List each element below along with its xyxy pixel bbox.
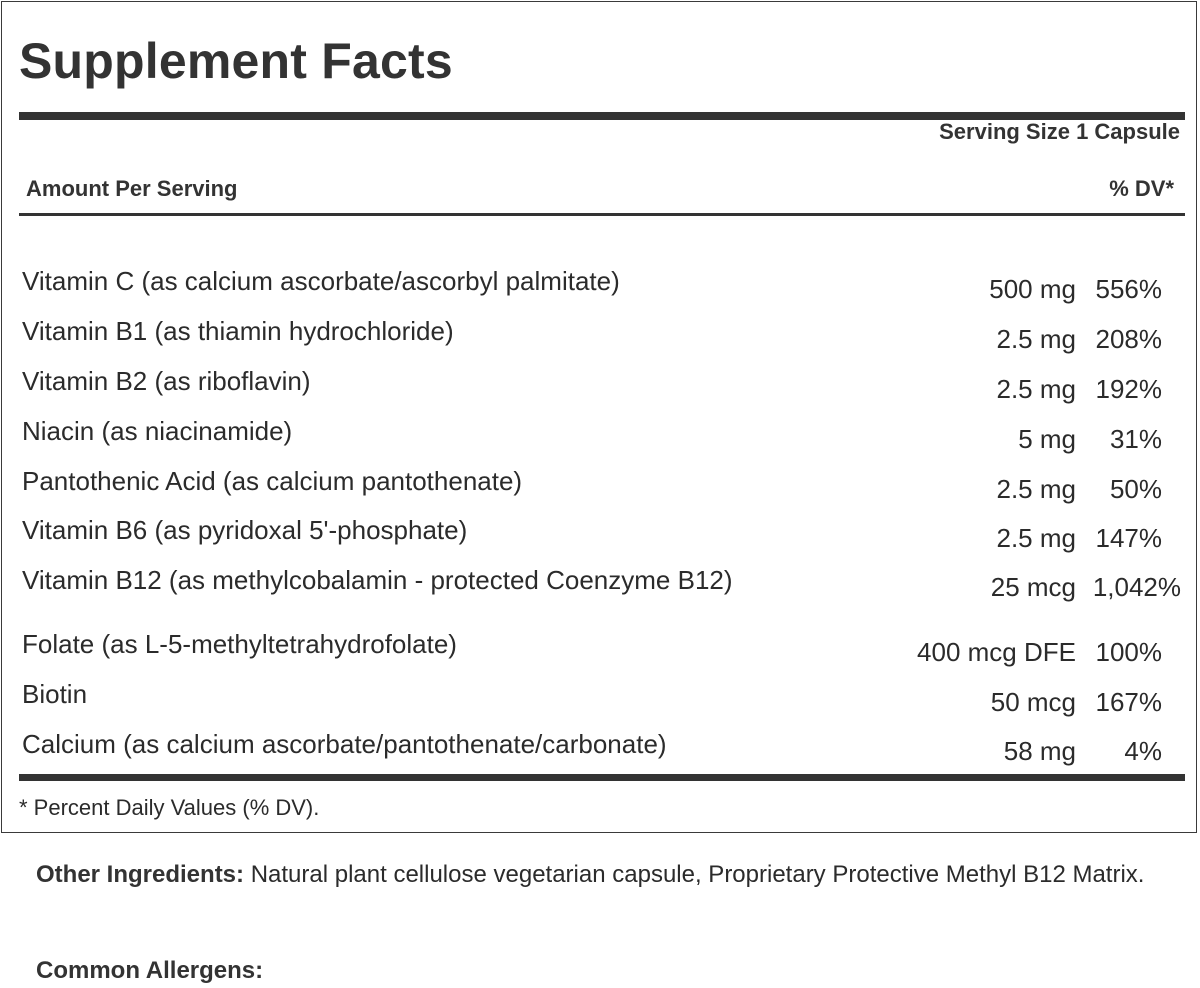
footnote: * Percent Daily Values (% DV).	[19, 795, 320, 820]
bottom-divider	[19, 774, 1185, 781]
serving-size: Serving Size 1 Capsule	[939, 119, 1180, 144]
nutrient-daily-value: 556%	[1095, 274, 1162, 304]
nutrient-amount: 2.5 mg	[996, 374, 1076, 404]
nutrient-name: Vitamin C (as calcium ascorbate/ascorbyl palmitate)	[22, 266, 620, 296]
nutrient-name: Niacin (as niacinamide)	[22, 416, 293, 446]
other-ingredients	[36, 856, 1176, 894]
nutrient-name: Vitamin B1 (as thiamin hydrochloride)	[22, 316, 454, 346]
common-allergens-label: Common Allergens:	[36, 957, 264, 984]
amount-per-serving-header: Amount Per Serving	[26, 176, 238, 201]
nutrient-amount: 2.5 mg	[996, 474, 1076, 504]
nutrient-daily-value: 192%	[1095, 374, 1162, 404]
nutrient-name: Folate (as L-5-methyltetrahydrofolate)	[22, 629, 457, 659]
nutrient-name: Biotin	[22, 679, 88, 709]
nutrient-amount: 2.5 mg	[996, 523, 1076, 553]
nutrient-daily-value: 50%	[1109, 474, 1162, 504]
supplement-facts-panel	[1, 1, 1197, 833]
nutrient-name: Vitamin B12 (as methylcobalamin - protected Coenzyme B12)	[22, 565, 733, 595]
nutrient-daily-value: 31%	[1109, 424, 1162, 454]
header-divider	[19, 213, 1185, 216]
nutrient-amount: 2.5 mg	[996, 324, 1076, 354]
facts-title: Supplement Facts	[19, 33, 453, 89]
other-ingredients-text: Natural plant cellulose vegetarian capsule, Proprietary Protective Methyl B12 Matrix.	[244, 861, 1145, 888]
nutrient-amount: 25 mcg	[990, 572, 1076, 602]
nutrient-amount: 58 mg	[1003, 736, 1076, 766]
nutrient-daily-value: 147%	[1095, 523, 1162, 553]
nutrient-name: Calcium (as calcium ascorbate/pantothenate/carbonate)	[22, 729, 667, 759]
daily-value-header: % DV*	[1109, 176, 1174, 201]
nutrient-daily-value: 4%	[1124, 736, 1162, 766]
nutrient-amount: 500 mg	[989, 274, 1076, 304]
nutrient-amount: 400 mcg DFE	[917, 637, 1076, 667]
nutrient-daily-value: 208%	[1095, 324, 1162, 354]
nutrient-daily-value: 167%	[1095, 687, 1162, 717]
nutrient-name: Vitamin B2 (as riboflavin)	[22, 366, 311, 396]
nutrient-daily-value: 100%	[1095, 637, 1162, 667]
nutrient-name: Vitamin B6 (as pyridoxal 5'-phosphate)	[22, 515, 468, 545]
nutrient-amount: 50 mcg	[990, 687, 1076, 717]
nutrient-amount: 5 mg	[1018, 424, 1076, 454]
other-ingredients-label: Other Ingredients:	[36, 861, 245, 888]
nutrient-name: Pantothenic Acid (as calcium pantothenate)	[22, 466, 523, 496]
nutrient-daily-value: 1,042%	[1092, 572, 1181, 602]
